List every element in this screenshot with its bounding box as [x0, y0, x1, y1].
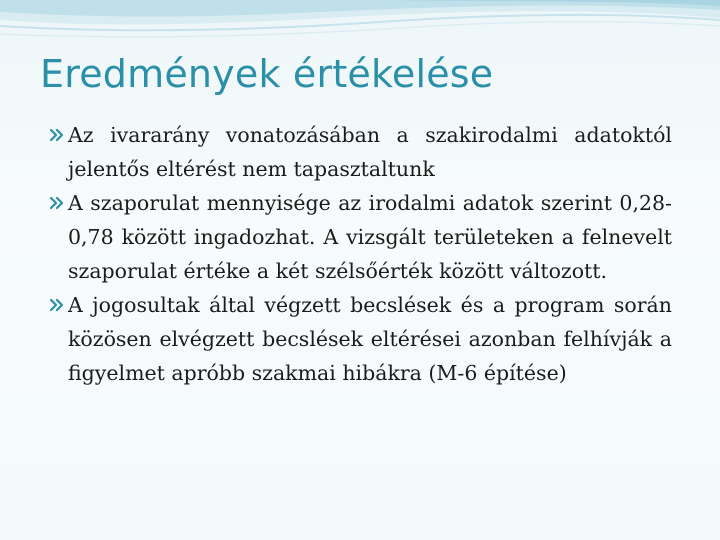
bullet-item — [50, 118, 672, 186]
double-chevron-right-icon — [48, 126, 66, 144]
bullet-item — [50, 186, 672, 288]
bullet-list — [50, 118, 672, 390]
bullet-text: Az ivararány vonatozásában a szakirodalmi adatoktól jelentős eltérést nem tapasztaltunk — [68, 123, 672, 181]
bullet-text: A szaporulat mennyisége az irodalmi adatok szerint 0,28-0,78 között ingadozhat. A vizsgált területeken a felnevelt szaporulat értéke a két szélsőérték között változott. — [68, 191, 672, 283]
bullet-text: A jogosultak által végzett becslések és a program során közösen elvégzett becslések eltérései azonban felhívják a figyelmet apróbb szakmai hibákra (M-6 építése) — [68, 293, 672, 385]
double-chevron-right-icon — [48, 194, 66, 212]
double-chevron-right-icon — [48, 296, 66, 314]
slide-title: Eredmények értékelése — [40, 52, 494, 96]
bullet-item — [50, 288, 672, 390]
